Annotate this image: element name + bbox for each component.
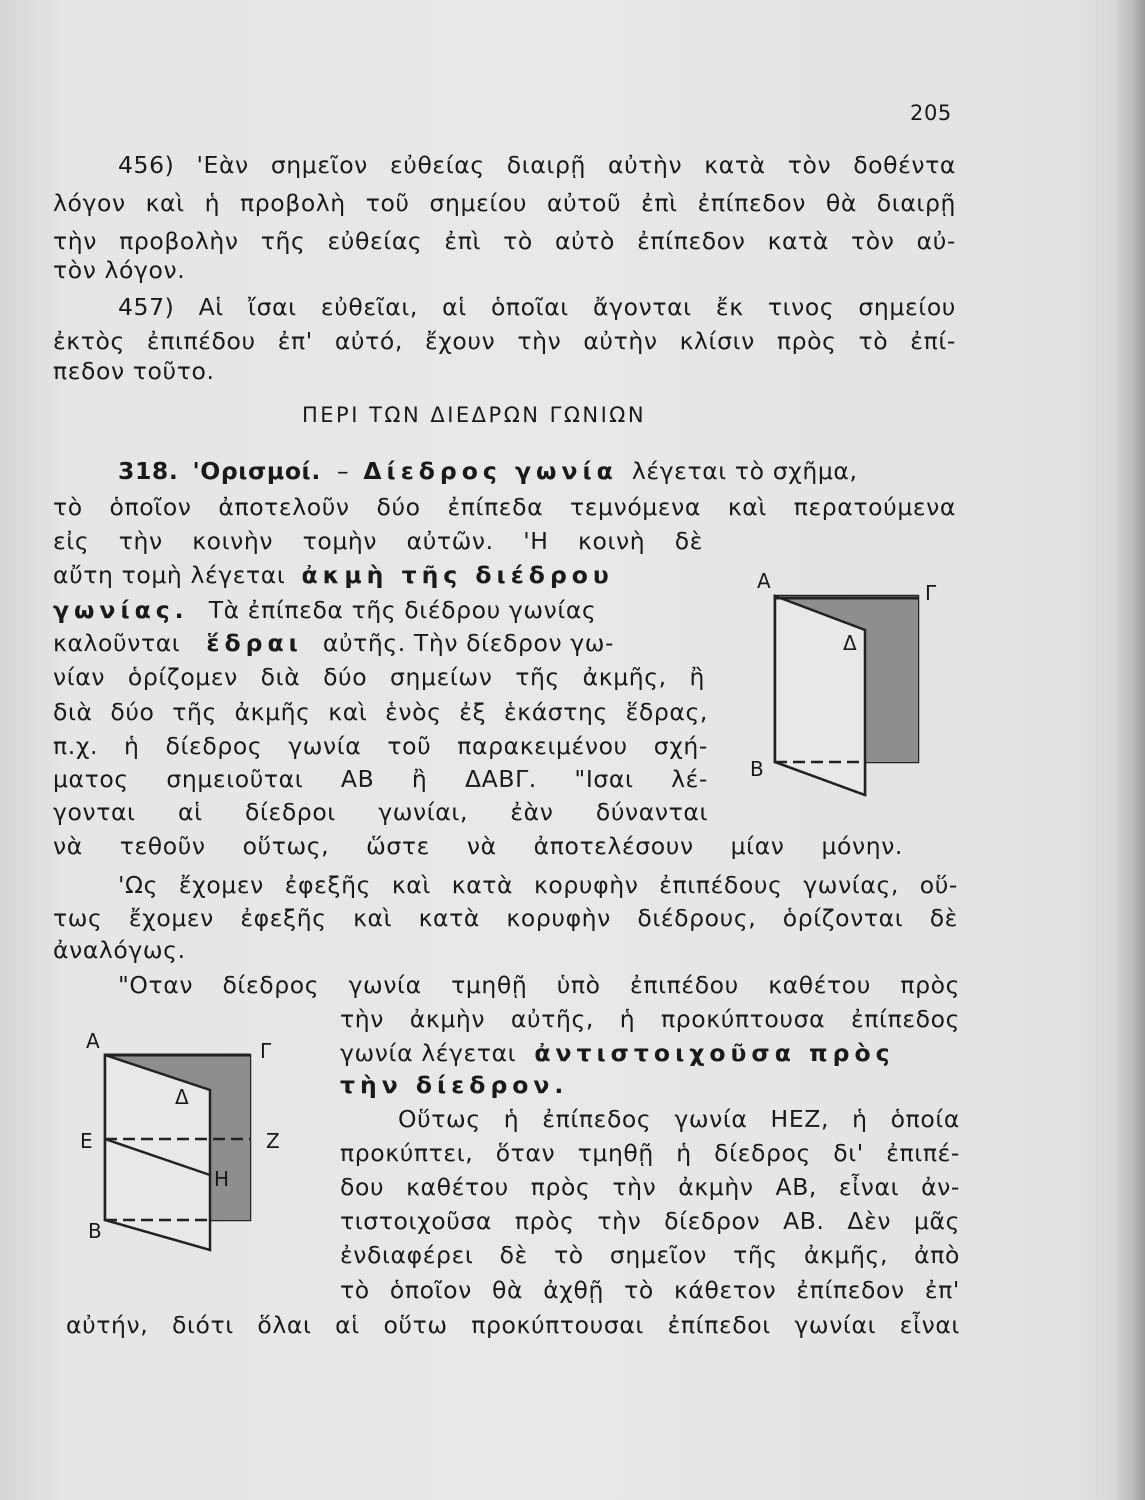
label-H: Η — [214, 1167, 230, 1191]
face-front — [105, 1055, 210, 1250]
page-edge-shadow — [1115, 0, 1145, 1500]
figure-perpendicular-section — [80, 1035, 280, 1260]
paragraph-example-line-2: προκύπτει, ὅταν τμηθῇ ἡ δίεδρος δι' ἐπιπέ- — [340, 1139, 960, 1167]
definition-318-line-7: νίαν ὁρίζομεν διὰ δύο σημείων τῆς ἀκμῆς, ἢ — [53, 663, 705, 691]
paragraph-adjacent-line-1: 'Ως ἔχομεν ἐφεξῆς καὶ κατὰ κορυφὴν ἐπιπέδους γωνίας, οὕ- — [118, 871, 958, 899]
section-heading: ΠΕΡΙ ΤΩΝ ΔΙΕΔΡΩΝ ΓΩΝΙΩΝ — [302, 403, 647, 427]
paragraph-example-line-3: δου καθέτου πρὸς τὴν ἀκμὴν ΑΒ, εἶναι ἀν- — [340, 1173, 960, 1201]
paragraph-example-line-5: ἐνδιαφέρει δὲ τὸ σημεῖον τῆς ἀκμῆς, ἀπὸ — [340, 1241, 960, 1269]
definition-318-line-6 — [53, 628, 713, 658]
definition-text: αὔτη τομὴ λέγεται — [53, 561, 286, 589]
paragraph-adjacent-line-3: ἀναλόγως. — [53, 936, 186, 964]
label-E: Ε — [80, 1129, 93, 1153]
paragraph-456-line-1: 456) 'Εὰν σημεῖον εὐθείας διαιρῇ αὐτὴν κατὰ τὸν δοθέντα — [118, 151, 956, 179]
definitions-title: 'Ορισμοί. — [192, 457, 321, 485]
paragraph-457-line-2: ἐκτὸς ἐπιπέδου ἐπ' αὐτό, ἔχουν τὴν αὐτὴν κλίσιν πρὸς τὸ ἐπί- — [53, 327, 956, 355]
paragraph-456-line-2: λόγον καὶ ἡ προβολὴ τοῦ σημείου αὐτοῦ ἐπὶ ἐπίπεδον θὰ διαιρῇ — [53, 189, 956, 217]
definition-text: καλοῦνται — [53, 629, 181, 657]
definition-318-line-9: π.χ. ἡ δίεδρος γωνία τοῦ παρακειμένου σχή- — [53, 732, 708, 760]
label-A: Α — [86, 1029, 100, 1053]
definition-text: λέγεται τὸ σχῆμα, — [631, 457, 858, 485]
definition-text: Τὰ ἐπίπεδα τῆς διέδρου γωνίας — [208, 596, 597, 624]
paragraph-example-line-7: αὐτήν, διότι ὅλαι αἱ οὕτω προκύπτουσαι ἐπίπεδοι γωνίαι εἶναι — [66, 1311, 960, 1339]
face-front-outline — [775, 596, 865, 795]
definition-318-line-5 — [53, 595, 713, 625]
term-angle: γωνίας. — [53, 596, 189, 624]
paragraph-example-line-6: τὸ ὁποῖον θὰ ἀχθῇ τὸ κάθετον ἐπίπεδον ἐπ' — [340, 1276, 960, 1304]
definition-text: αὐτῆς. Τὴν δίεδρον γω- — [322, 629, 615, 657]
definition-318-line-2: τὸ ὁποῖον ἀποτελοῦν δύο ἐπίπεδα τεμνόμενα καὶ περατούμενα — [53, 493, 956, 521]
term-corresponding: ἀντιστοιχοῦσα πρὸς — [534, 1039, 895, 1067]
label-B: Β — [750, 757, 764, 781]
paragraph-section-line-3 — [340, 1038, 960, 1068]
definition-318-line-8: διὰ δύο τῆς ἀκμῆς καὶ ἑνὸς ἐξ ἑκάστης ἕδρας, — [53, 698, 708, 726]
term-faces: ἕδραι — [206, 629, 303, 657]
label-G: Γ — [260, 1039, 272, 1063]
paragraph-section-line-4 — [340, 1070, 568, 1100]
paragraph-456-line-3: τὴν προβολὴν τῆς εὐθείας ἐπὶ τὸ αὐτὸ ἐπίπεδον κατὰ τὸν αὐ- — [53, 227, 956, 255]
definition-318-line-12: νὰ τεθοῦν οὕτως, ὥστε νὰ ἀποτελέσουν μίαν μόνην. — [53, 832, 903, 860]
label-Z: Ζ — [266, 1129, 280, 1153]
definition-318-line-10: ματος σημειοῦται ΑΒ ἢ ΔΑΒΓ. "Ισαι λέ- — [53, 765, 708, 793]
definition-318-line-1 — [118, 456, 956, 486]
label-B: Β — [88, 1219, 102, 1243]
page-number: 205 — [910, 101, 952, 125]
paragraph-456-line-4: τὸν λόγον. — [53, 256, 186, 284]
term-edge: ἀκμὴ τῆς διέδρου — [301, 561, 614, 589]
definition-318-line-4 — [53, 560, 713, 590]
label-D: Δ — [843, 631, 857, 655]
label-D: Δ — [175, 1085, 189, 1109]
paragraph-adjacent-line-2: τως ἔχομεν ἐφεξῆς καὶ κατὰ κορυφὴν διέδρους, ὁρίζονται δὲ — [53, 904, 958, 932]
paragraph-457-line-1: 457) Αἱ ἴσαι εὐθεῖαι, αἱ ὁποῖαι ἄγονται ἔκ τινος σημείου — [118, 293, 956, 321]
paragraph-457-line-3: πεδον τοῦτο. — [53, 357, 215, 385]
paragraph-example-line-1: Οὕτως ἡ ἐπίπεδος γωνία ΗΕΖ, ἡ ὁποία — [398, 1105, 960, 1133]
definition-text: γωνία λέγεται — [340, 1039, 517, 1067]
paragraph-example-line-4: τιστοιχοῦσα πρὸς τὴν δίεδρον ΑΒ. Δὲν μᾶς — [340, 1207, 960, 1235]
paragraph-section-line-1: "Οταν δίεδρος γωνία τμηθῇ ὑπὸ ἐπιπέδου καθέτου πρὸς — [118, 971, 960, 999]
term-dihedral: τὴν δίεδρον. — [340, 1071, 569, 1099]
label-G: Γ — [925, 581, 937, 605]
definition-318-line-11: γονται αἱ δίεδροι γωνίαι, ἐὰν δύνανται — [53, 798, 708, 826]
definition-318-line-3: εἰς τὴν κοινὴν τομὴν αὐτῶν. 'Η κοινὴ δὲ — [53, 527, 703, 555]
em-dash: – — [336, 457, 350, 485]
term-dihedral-angle: Δίεδρος γωνία — [363, 457, 618, 485]
label-A: Α — [757, 569, 771, 593]
paragraph-section-line-2: τὴν ἀκμὴν αὐτῆς, ἡ προκύπτουσα ἐπίπεδος — [340, 1005, 960, 1033]
section-number: 318. — [118, 457, 179, 485]
